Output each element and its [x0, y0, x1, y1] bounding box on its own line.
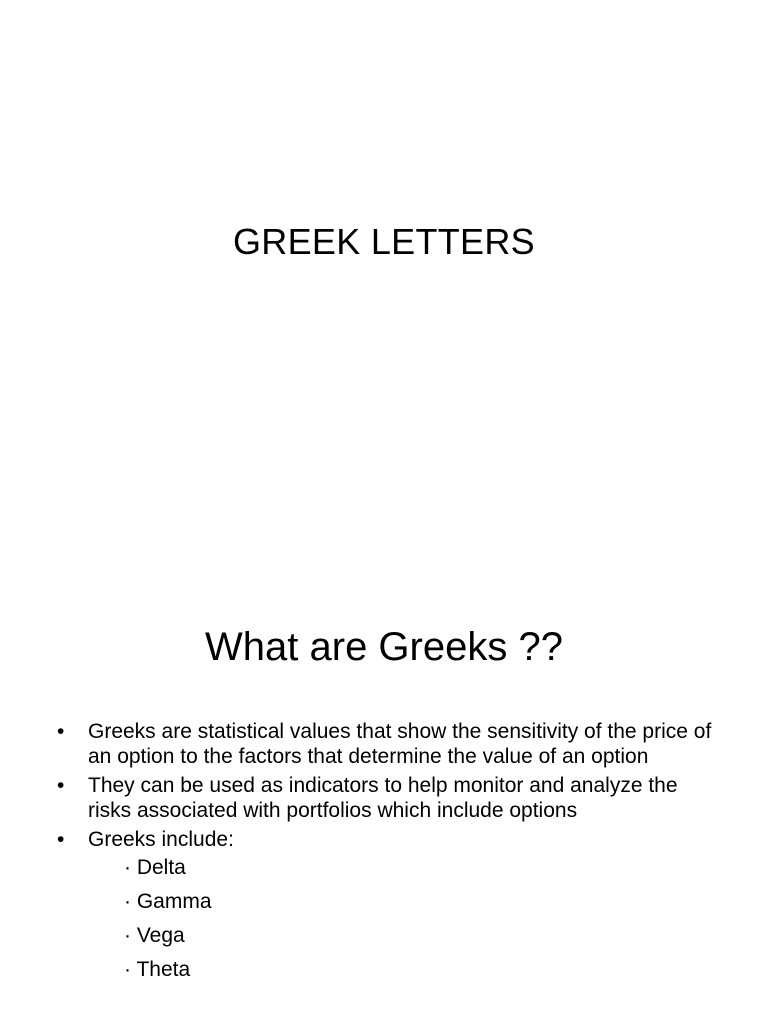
bullet-text: Greeks are statistical values that show the sensitivity of the price of an option to the factors that determine the value of an option — [88, 720, 712, 768]
bullet-list — [52, 719, 722, 995]
bullet-item — [52, 773, 722, 823]
bullet-icon: • — [57, 828, 65, 851]
greek-item-delta: · Delta — [124, 856, 186, 879]
greek-item-gamma: · Gamma — [124, 890, 212, 913]
greek-item-vega: · Vega — [124, 924, 185, 947]
bullet-text: Greeks include: — [88, 828, 234, 851]
slide-heading: What are Greeks ?? — [205, 625, 563, 669]
bullet-icon: • — [57, 774, 65, 797]
content-slide — [0, 576, 768, 1024]
bullet-item — [52, 827, 722, 991]
bullet-icon: • — [57, 720, 65, 743]
greek-item-theta: · Theta — [124, 958, 191, 981]
bullet-text: They can be used as indicators to help monitor and analyze the risks associated with portfolios which include options — [88, 774, 678, 822]
greeks-sublist — [88, 855, 722, 991]
bullet-item — [52, 719, 722, 769]
slide-title: GREEK LETTERS — [233, 221, 535, 262]
